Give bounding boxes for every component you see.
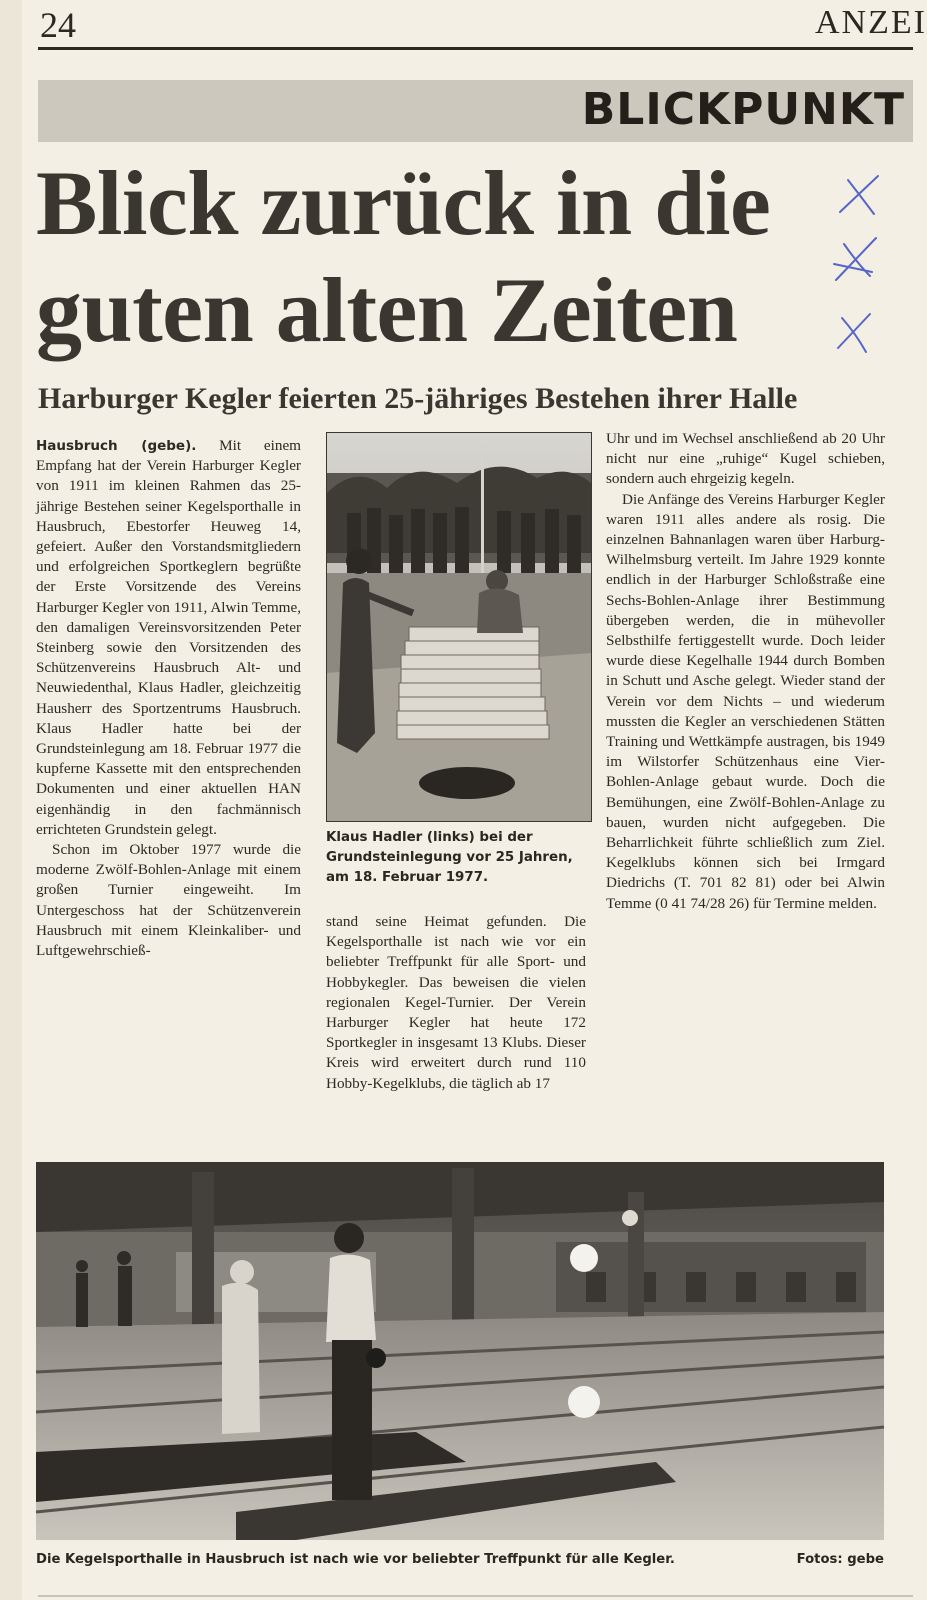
bowling-hall-photo [36,1162,884,1540]
page-number: 24 [40,5,76,45]
article-lede: Hausbruch (gebe). [36,438,197,454]
section-label: BLICKPUNKT [581,84,905,135]
ceremony-photo [326,432,592,822]
article-text: Mit einem Empfang hat der Verein Harburger Kegler von 1911 im kleinen Rahmen das 25-jährige Bestehen seiner Kegelsporthalle in Hausbruch, Ebestorfer Heuweg 14, gefeiert. Außer den Vorstandsmitgliedern und erfolgreichen Sportkeglern begrüßte der Erste Vorsitzende des Vereins Harburger Kegler von 1911, Alwin Temme, den damaligen Vereinsvorsitzenden Peter Steinberg sowie den Vorsitzenden des Schützenvereins Hausbruch Alt- und Neuwiedenthal, Klaus Hadler, gleichzeitig Hausherr des Sportzentrums Hausbruch. Klaus Hadler hatte bei der Grundsteinlegung am 18. Februar 1977 die kupferne Kassette mit den entsprechenden Dokumenten und einer aktuellen HAN eigenhändig in den fachmännisch errichteten Grundstein gelegt. [36,437,301,838]
handwritten-x-marks [830,168,890,368]
bottom-rule [38,1595,913,1597]
page-header-label: ANZEI [815,4,927,41]
top-rule [38,47,913,50]
article-column-3 [606,429,885,914]
bowling-hall-caption-row [36,1552,884,1567]
headline: Blick zurück in die guten alten Zeiten [36,152,771,361]
article-paragraph: Die Anfänge des Vereins Harburger Kegler waren 1911 alles andere als rosig. Die einzelnen Bahnanlagen waren über Harburg-Wilhelmsburg verteilt. Im Jahre 1929 konnte endlich in der Harburger Schloßstraße eine Sechs-Bohlen-Anlage ihrer Bestimmung übergeben werden, die in mühevoller Selbsthilfe fertiggestellt wurde. Doch leider wurde diese Kegelhalle 1944 durch Bomben in Schutt und Asche gelegt. Wieder stand der Verein vor dem Nichts – und wiederum mussten die Kegler an verschiedenen Stätten Training und Wettkämpfe austragen, bis 1949 im Wilstorfer Schützenhaus eine Vier-Bohlen-Anlage gebaut wurde. Doch die Bemühungen, eine Zwölf-Bohlen-Anlage zu bauen, wurden nicht aufgegeben. Die Beharrlichkeit führte schließlich zum Ziel. Kegelklubs können sich bei Irmgard Diedrichs (T. 701 82 81) oder bei Alwin Temme (0 41 74/28 26) für Termine melden. [606,490,885,912]
bowling-hall-caption: Die Kegelsporthalle in Hausbruch ist nach wie vor beliebter Treffpunkt für alle Kegler. [36,1552,675,1567]
brick-cornerstone [397,627,549,739]
subheadline: Harburger Kegler feierten 25-jähriges Bestehen ihrer Halle [38,382,798,415]
article-paragraph [36,436,301,840]
section-bar [38,80,913,142]
ceremony-photo-caption: Klaus Hadler (links) bei der Grundsteinlegung vor 25 Jahren, am 18. Februar 1977. [326,830,573,885]
article-column-1 [36,436,301,961]
article-column-2 [326,912,586,1094]
page-edge [0,0,22,1600]
bowling-hall-photo-image [36,1162,884,1540]
article-paragraph: stand seine Heimat gefunden. Die Kegelsporthalle ist nach wie vor ein beliebter Treffpunkt für alle Sport- und Hobbykegler. Das beweisen die vielen regionalen Kegel-Turnier. Der Verein Harburger Kegler hat heute 172 Sportkegler in insgesamt 13 Klubs. Dieser Kreis wird erweitert durch rund 110 Hobby-Kegelklubs, die täglich ab 17 [326,913,586,1092]
article-paragraph: Uhr und im Wechsel anschließend ab 20 Uhr nicht nur eine „ruhige“ Kugel schieben, sondern auch ehrgeizig kegeln. [606,430,885,488]
ceremony-photo-image [327,433,591,821]
article-paragraph: Schon im Oktober 1977 wurde die moderne Zwölf-Bohlen-Anlage mit einem großen Turnier eingeweiht. Im Untergeschoss hat der Schützenverein Hausbruch mit einem Kleinkaliber- und Luftgewehrschieß- [36,841,301,960]
photo-credit: Fotos: gebe [796,1552,884,1567]
